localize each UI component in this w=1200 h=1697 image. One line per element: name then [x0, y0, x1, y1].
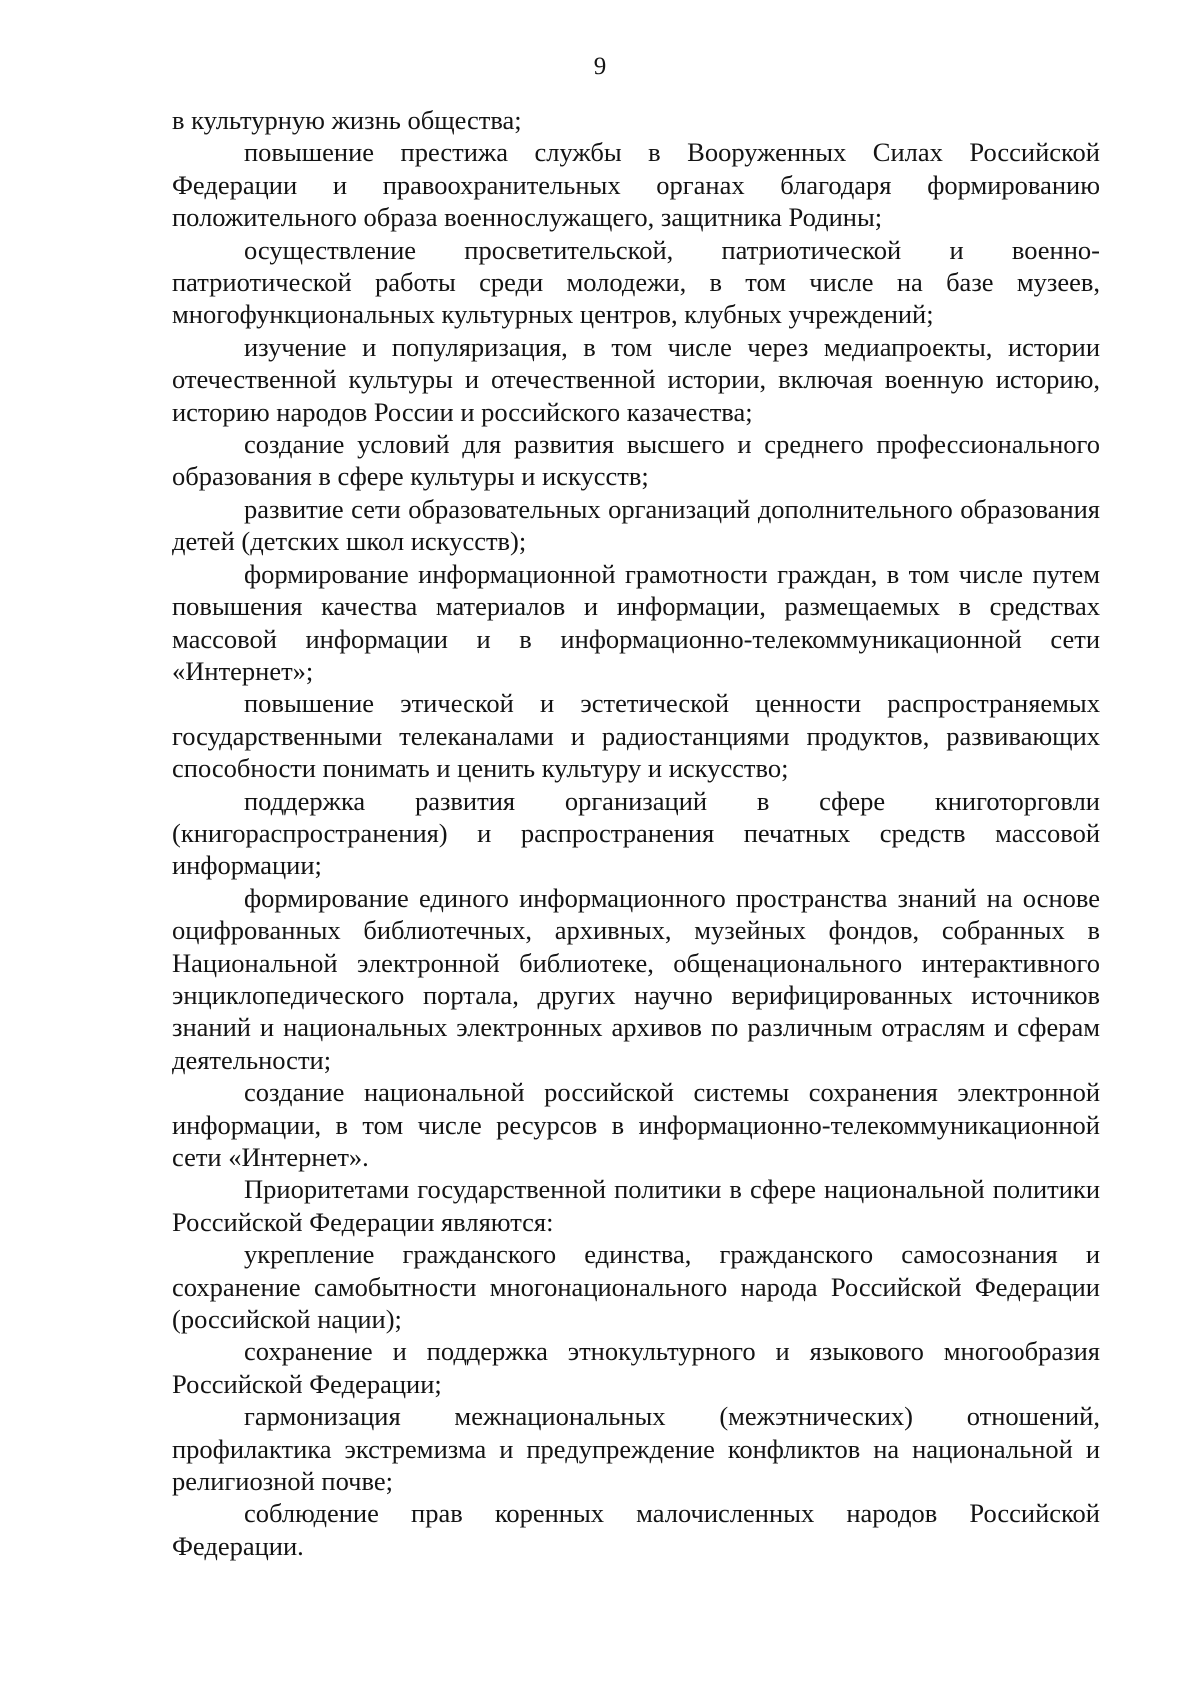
paragraph: повышение престижа службы в Вооруженных Силах Российской Федерации и правоохранительных органах благодаря формированию положительного образа военнослужащего, защитника Родины;	[172, 137, 1100, 233]
paragraph: соблюдение прав коренных малочисленных народов Российской Федерации.	[172, 1498, 1100, 1561]
paragraph: Приоритетами государственной политики в сфере национальной политики Российской Федерации являются:	[172, 1174, 1100, 1237]
paragraph: изучение и популяризация, в том числе через медиапроекты, истории отечественной культуры и отечественной истории, включая военную историю, историю народов России и российского казачества;	[172, 331, 1100, 427]
paragraph: в культурную жизнь общества;	[172, 105, 522, 135]
paragraph: укрепление гражданского единства, гражданского самосознания и сохранение самобытности многонационального народа Российской Федерации (российской нации);	[172, 1239, 1100, 1335]
paragraph: формирование информационной грамотности граждан, в том числе путем повышения качества материалов и информации, размещаемых в средствах массовой информации и в информационно-​телекоммуникационной сети «Интернет»;	[172, 558, 1100, 686]
paragraph: создание условий для развития высшего и среднего профессионального образования в сфере культуры и искусств;	[172, 429, 1100, 492]
page-number: 9	[593, 53, 607, 80]
paragraph: гармонизация межнациональных (межэтнических) отношений, профилактика экстремизма и предупреждение конфликтов на национальной и религиозной почве;	[172, 1401, 1100, 1497]
paragraph: формирование единого информационного пространства знаний на основе оцифрованных библиотечных, архивных, музейных фондов, собранных в Национальной электронной библиотеке, общенационального интерактивного энциклопедического портала, других научно верифицированных источников знаний и национальных электронных архивов по различным отраслям и сферам деятельности;	[172, 882, 1100, 1075]
paragraph: осуществление просветительской, патриотической и военно-​патриотической работы среди молодежи, в том числе на базе музеев, многофункциональных культурных центров, клубных учреждений;	[172, 234, 1100, 330]
paragraph: развитие сети образовательных организаций дополнительного образования детей (детских школ искусств);	[172, 493, 1100, 557]
paragraph: поддержка развития организаций в сфере книготорговли (книгораспространения) и распространения печатных средств массовой информации;	[172, 785, 1100, 881]
paragraph: повышение этической и эстетической ценности распространяемых государственными телеканалами и радиостанциями продуктов, развивающих способности понимать и ценить культуру и искусство;	[172, 688, 1100, 784]
paragraph: создание национальной российской системы сохранения электронной информации, в том числе ресурсов в информационно-​телекоммуникационной сети «Интернет».	[172, 1077, 1100, 1172]
paragraph: сохранение и поддержка этнокультурного и языкового многообразия Российской Федерации;	[172, 1336, 1100, 1399]
document-body	[172, 104, 1100, 1562]
